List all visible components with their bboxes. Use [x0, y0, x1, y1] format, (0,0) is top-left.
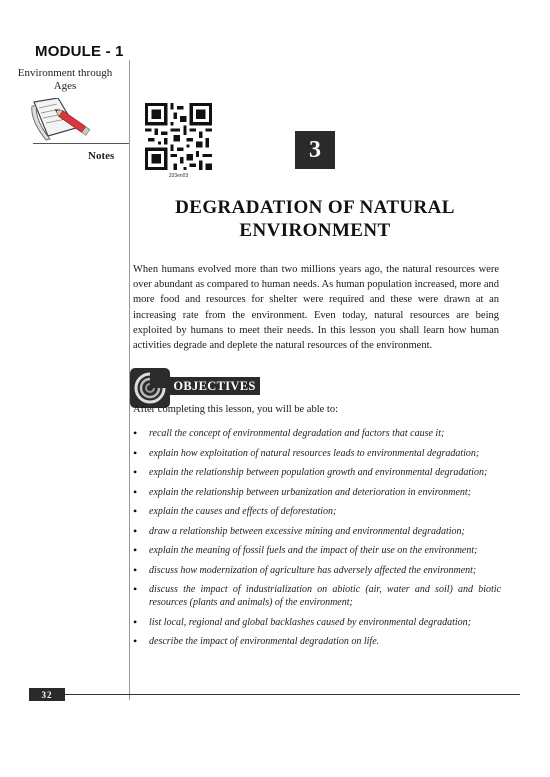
list-item: • describe the impact of environmental degradation on life. [133, 635, 501, 648]
qr-code-icon[interactable] [145, 103, 212, 170]
objectives-list [133, 427, 501, 655]
qr-code-id: 333en03 [168, 173, 189, 179]
notes-pencil-icon [28, 98, 98, 146]
module-subtitle: Environment through Ages [17, 67, 113, 92]
list-item: • discuss the impact of industrialization on abiotic (air, water and soil) and biotic resources (plants and animals) of the environment; [133, 583, 501, 609]
page-number: 32 [29, 688, 65, 701]
objectives-lead: After completing this lesson, you will be able to: [133, 404, 339, 415]
list-item: • explain the relationship between population growth and environmental degradation; [133, 466, 501, 479]
list-item: • explain how exploitation of natural resources leads to environmental degradation; [133, 447, 501, 460]
list-item: • explain the meaning of fossil fuels and the impact of their use on the environment; [133, 544, 501, 557]
objectives-heading: OBJECTIVES [169, 377, 260, 395]
footer-divider [65, 694, 520, 695]
list-item: • list local, regional and global backlashes caused by environmental degradation; [133, 616, 501, 629]
chapter-title: DEGRADATION OF NATURAL ENVIRONMENT [175, 197, 455, 241]
notes-label: Notes [88, 150, 115, 162]
chapter-number: 3 [295, 131, 335, 169]
module-label: MODULE - 1 [35, 43, 124, 60]
list-item: • explain the relationship between urbanization and deterioration in environment; [133, 486, 501, 499]
notes-divider [33, 143, 129, 144]
intro-paragraph: When humans evolved more than two millions years ago, the natural resources were over abundant as compared to human needs. As human population increased, more and more food and resources for shelter were required and these were drawn at an increasing rate from the environment. Even today, natural resources are being exploited by humans to meet their needs. In this lesson you shall learn how human activities degrade and deplete the natural resources of the environment. [133, 264, 499, 352]
list-item: • draw a relationship between excessive mining and environmental degradation; [133, 525, 501, 538]
list-item: • recall the concept of environmental degradation and factors that cause it; [133, 427, 501, 440]
list-item: • explain the causes and effects of deforestation; [133, 505, 501, 518]
list-item: • discuss how modernization of agriculture has adversely affected the environment; [133, 564, 501, 577]
